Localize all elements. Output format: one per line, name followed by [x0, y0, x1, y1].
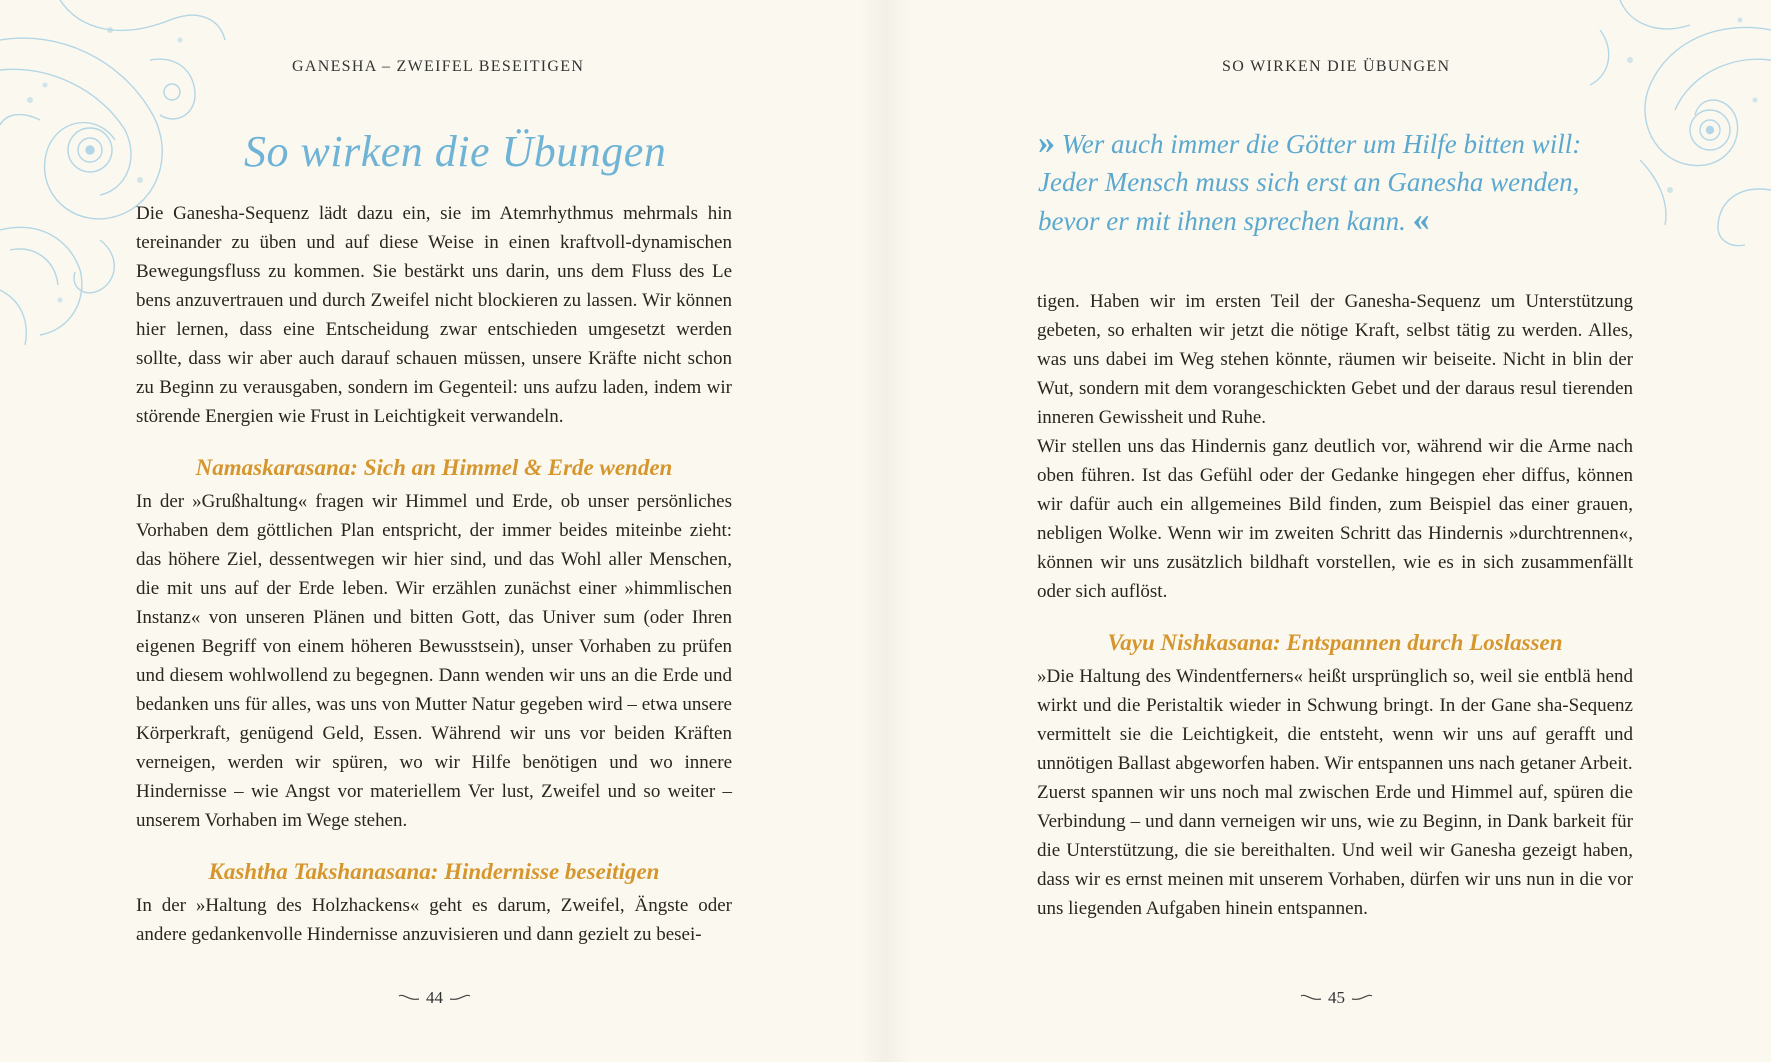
quote-close-mark: « [1412, 201, 1430, 238]
swirl-ornament-icon [398, 993, 420, 1003]
section-heading-vayu-nishkasana: Vayu Nishkasana: Entspannen durch Loslassen [1107, 630, 1563, 655]
page-number-left: 44 [398, 988, 471, 1008]
page-number-right: 45 [1300, 988, 1373, 1008]
section-heading-namaskarasana: Namaskarasana: Sich an Himmel & Erde wenden [195, 455, 673, 480]
quote-text: Wer auch immer die Götter um Hilfe bitten will: Jeder Mensch muss sich erst an Ganesha wenden, bevor er mit ihnen sprechen kann. [1038, 129, 1582, 236]
page-title: So wirken die Übungen [244, 127, 667, 176]
section-paragraph-vayu-nishkasana: »Die Haltung des Windentferners« heißt ursprünglich so, weil sie entblä hend wirkt und die Peristaltik wieder in Schwung bringt. In der Gane sha-Sequenz vermittelt sie die Leichtigkeit, die entsteht, wenn wir uns auf gerafft und unnötigen Ballast abgeworfen haben. Wir entspannen uns nach getaner Arbeit. [1037, 666, 1633, 774]
running-head-left: GANESHA – ZWEIFEL BESEITIGEN [292, 58, 585, 75]
continued-paragraph: tigen. Haben wir im ersten Teil der Ganesha-Sequenz um Unterstützung gebeten, so erhalten wir jetzt die nötige Kraft, selbst tätig zu werden. Alles, was uns dabei im Weg stehen könnte, räumen wir beiseite. Nicht in blin der Wut, sondern mit dem vorangeschickten Gebet und der daraus resul tierenden inneren Gewissheit und Ruhe. [1037, 291, 1634, 428]
intro-paragraph: Die Ganesha-Sequenz lädt dazu ein, sie im Atemrhythmus mehrmals hin tereinander zu üben und auf diese Weise in einen kraftvoll-dynamischen Bewegungsfluss zu kommen. Sie bestärkt uns darin, uns dem Fluss des Le bens anzuvertrauen und durch Zweifel nicht blockieren zu lassen. Wir können hier lernen, dass eine Entscheidung zwar entschieden umgesetzt werden sollte, dass wir aber auch darauf schauen müssen, unsere Kräfte nicht schon zu Beginn zu verausgaben, sondern im Gegenteil: uns aufzu laden, indem wir störende Energien wie Frust in Leichtigkeit verwandeln. [136, 203, 733, 427]
book-gutter [860, 0, 910, 1062]
section-paragraph-vayu-nishkasana-2: Zuerst spannen wir uns noch mal zwischen Erde und Himmel auf, spüren die Verbindung – und dann verneigen wir uns, wie zu Beginn, in Dank barkeit für die Unterstützung, die sie bereithalten. Und weil wir Ganesha gezeigt haben, dass wir es ernst meinen mit unserem Vorhaben, dürfen wir uns nun in die vor uns liegenden Aufgaben hinein entspannen. [1037, 782, 1633, 919]
right-column [1037, 287, 1633, 923]
quote-open-mark: » [1038, 124, 1055, 161]
continued-paragraph-2: Wir stellen uns das Hindernis ganz deutlich vor, während wir die Arme nach oben führen. Ist das Gefühl oder der Gedanke hingegen eher diffus, können wir dafür auch ein allgemeines Bild finden, zum Beispiel das einer grauen, nebligen Wolke. Wenn wir im zweiten Schritt das Hindernis »durchtrennen«, können wir uns zusätzlich bildhaft vorstellen, wie es in sich zusammenfällt oder sich auflöst. [1037, 436, 1633, 602]
section-paragraph-namaskarasana: In der »Grußhaltung« fragen wir Himmel und Erde, ob unser persönliches Vorhaben dem göttlichen Plan entspricht, der immer beides miteinbe zieht: das höhere Ziel, dessentwegen wir hier sind, und das Wohl aller Menschen, die mit uns auf der Erde leben. Wir erzählen zunächst einer »himmlischen Instanz« von unseren Plänen und bitten Gott, das Univer sum (oder Ihren eigenen Begriff von einem höheren Bewusstsein), unser Vorhaben zu prüfen und diesem wohlwollend zu begegnen. Dann wenden wir uns an die Erde und bedanken uns für alles, was uns von Mutter Natur gegeben wird – etwa unsere Körperkraft, genügend Geld, Essen. Während wir uns vor beiden Kräften verneigen, werden wir spüren, wo wir Hilfe benötigen und wo innere Hindernisse – wie Angst vor materiellem Ver lust, Zweifel und so weiter – unserem Vorhaben im Wege stehen. [136, 491, 732, 831]
pull-quote [1038, 124, 1638, 240]
left-column [136, 199, 732, 949]
section-paragraph-kashtha-takshanasana: In der »Haltung des Holzhackens« geht es darum, Zweifel, Ängste oder andere gedankenvolle Hindernisse anzuvisieren und dann gezielt zu besei- [136, 895, 732, 945]
swirl-ornament-icon [1300, 993, 1322, 1003]
swirl-ornament-icon [1351, 993, 1373, 1003]
swirl-ornament-icon [449, 993, 471, 1003]
section-heading-kashtha-takshanasana: Kashtha Takshanasana: Hindernisse beseitigen [208, 859, 660, 884]
running-head-right: SO WIRKEN DIE ÜBUNGEN [1222, 58, 1451, 75]
